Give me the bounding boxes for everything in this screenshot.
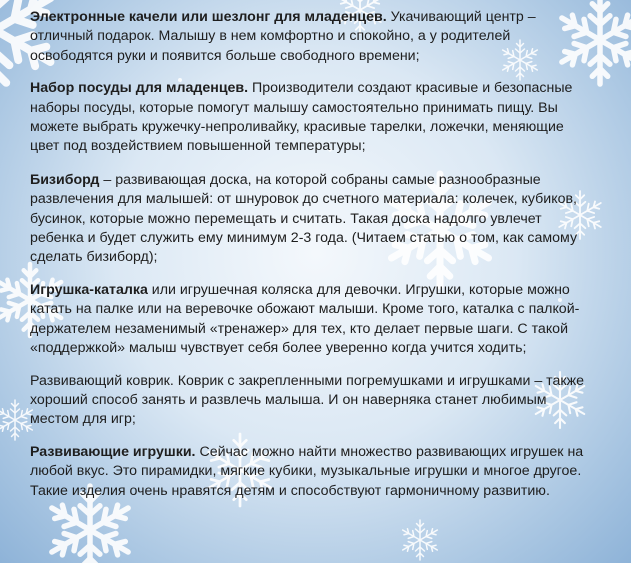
article-body bbox=[30, 8, 590, 514]
paragraph-busyboard bbox=[30, 171, 590, 268]
paragraph-baby-swing bbox=[30, 8, 590, 66]
paragraph-push-toy bbox=[30, 281, 590, 359]
paragraph-text: Укачивающий центр – отличный подарок. Малышу в нем комфортно и спокойно, а у родителей освободятся руки и появится больше свободного времени; bbox=[30, 9, 536, 64]
paragraph-text: Развивающий коврик. Коврик с закрепленными погремушками и игрушками – также хороший способ занять и развлечь малыша. И он наверняка станет любимым местом для игр; bbox=[30, 372, 584, 428]
paragraph-text: Сейчас можно найти множество развивающих игрушек на любой вкус. Это пирамидки, мягкие кубики, музыкальные игрушки и многое другое. Такие изделия очень нравятся детям и способствуют гармоничному развитию. bbox=[30, 443, 584, 499]
paragraph-baby-dishes bbox=[30, 79, 590, 157]
paragraph-educational-toys bbox=[30, 443, 590, 501]
paragraph-lead: Электронные качели или шезлонг для младенцев. bbox=[30, 9, 387, 25]
paragraph-lead: Развивающие игрушки. bbox=[30, 443, 196, 460]
paragraph-play-mat bbox=[30, 372, 590, 430]
snowflake-icon bbox=[400, 520, 439, 560]
paragraph-lead: Набор посуды для младенцев. bbox=[30, 80, 249, 97]
paragraph-lead: Бизиборд bbox=[30, 171, 100, 188]
paragraph-lead: Игрушка-каталка bbox=[30, 281, 148, 298]
paragraph-text: – развивающая доска, на которой собраны самые разнообразные развлечения для малышей: от шнуровок до счетного материала: колечек, кубиков, бусинок, которые можно перемещать и считать. Такая доска надолго увлечет ребенка и будет служить ему минимум 2-3 года. (Читаем статью о том, как самому сделать бизиборд); bbox=[30, 171, 578, 266]
paragraph-text: Производители создают красивые и безопасные наборы посуды, которые помогут малышу самостоятельно принимать пищу. Вы можете выбрать кружечку-непроливайку, красивые тарелки, ложечки, меняющие цвет под воздействием повышенной температуры; bbox=[30, 80, 573, 155]
paragraph-text: или игрушечная коляска для девочки. Игрушки, которые можно катать на палке или на веревочке обожают малыши. Кроме того, каталка с палкой-держателем незаменимый «тренажер» для тех, кто делает первые шаги. С такой «поддержкой» малыш чувствует себя более уверенно когда учится ходить; bbox=[30, 281, 580, 357]
